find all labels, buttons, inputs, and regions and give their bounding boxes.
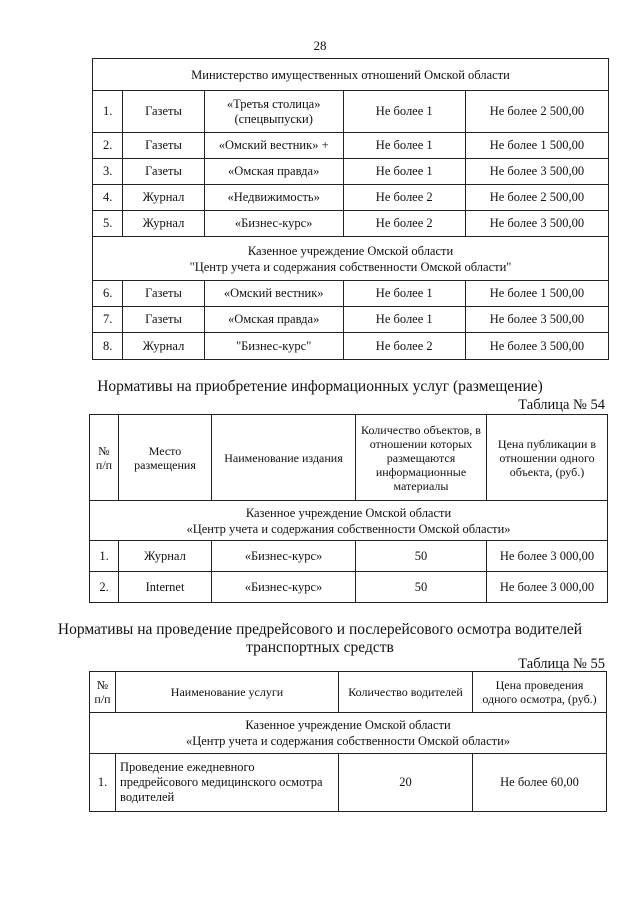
row-title: «Омский вестник» <box>204 281 343 307</box>
row-number: 3. <box>93 159 123 185</box>
row-price: Не более 3 000,00 <box>487 541 608 572</box>
section-line: "Центр учета и содержания собственности Омской области" <box>189 259 512 274</box>
section-title <box>93 237 609 281</box>
header-title: Наименование издания <box>212 415 356 501</box>
section-line: Казенное учреждение Омской области <box>245 718 451 732</box>
row-title: «Бизнес-курс» <box>212 572 356 603</box>
header-row <box>90 415 608 501</box>
row-price: Не более 3 000,00 <box>487 572 608 603</box>
row-title: «Третья столица» (спецвыпуски) <box>204 91 343 133</box>
row-count: 50 <box>356 541 487 572</box>
row-title: "Бизнес-курс" <box>204 333 343 360</box>
row-count: Не более 1 <box>343 91 465 133</box>
row-type: Журнал <box>123 211 204 237</box>
row-number: 2. <box>90 572 119 603</box>
row-title: «Бизнес-курс» <box>212 541 356 572</box>
header-place: Место размещения <box>119 415 212 501</box>
section-row <box>90 713 607 754</box>
table-row <box>93 133 609 159</box>
row-number: 6. <box>93 281 123 307</box>
section-title <box>90 713 607 754</box>
table-55-heading-line1: Нормативы на проведение предрейсового и послерейсового осмотра водителей <box>57 621 583 638</box>
row-count: Не более 1 <box>343 133 465 159</box>
row-price: Не более 3 500,00 <box>465 333 608 360</box>
row-price: Не более 1 500,00 <box>465 133 608 159</box>
publications-table <box>92 58 609 360</box>
row-price: Не более 3 500,00 <box>465 159 608 185</box>
row-number: 7. <box>93 307 123 333</box>
row-number: 4. <box>93 185 123 211</box>
row-type: Газеты <box>123 281 204 307</box>
row-title: «Бизнес-курс» <box>204 211 343 237</box>
header-service: Наименование услуги <box>116 672 339 713</box>
section-row <box>90 501 608 541</box>
table-row <box>90 754 607 812</box>
row-type: Газеты <box>123 133 204 159</box>
row-count: Не более 1 <box>343 159 465 185</box>
row-title: «Недвижимость» <box>204 185 343 211</box>
row-count: Не более 1 <box>343 281 465 307</box>
row-price: Не более 3 500,00 <box>465 211 608 237</box>
row-number: 2. <box>93 133 123 159</box>
table-row <box>93 211 609 237</box>
section-row <box>93 237 609 281</box>
row-count: Не более 1 <box>343 307 465 333</box>
row-place: Журнал <box>119 541 212 572</box>
row-price: Не более 60,00 <box>473 754 607 812</box>
header-number: № п/п <box>90 415 119 501</box>
table-row <box>90 541 608 572</box>
row-title: «Омская правда» <box>204 159 343 185</box>
row-price: Не более 3 500,00 <box>465 307 608 333</box>
table-row <box>93 91 609 133</box>
table-55-heading-line2: транспортных средств <box>246 639 394 656</box>
table-row <box>93 159 609 185</box>
header-number: № п/п <box>90 672 116 713</box>
table-row <box>93 185 609 211</box>
row-price: Не более 1 500,00 <box>465 281 608 307</box>
row-count: 50 <box>356 572 487 603</box>
section-line: Казенное учреждение Омской области <box>247 243 454 258</box>
row-place: Internet <box>119 572 212 603</box>
section-title <box>90 501 608 541</box>
row-price: Не более 2 500,00 <box>465 91 608 133</box>
table-54-label: Таблица № 54 <box>518 397 605 413</box>
row-type: Газеты <box>123 91 204 133</box>
section-title: Министерство имущественных отношений Омской области <box>93 59 609 91</box>
row-count: Не более 2 <box>343 333 465 360</box>
section-row <box>93 59 609 91</box>
row-type: Журнал <box>123 185 204 211</box>
row-type: Газеты <box>123 159 204 185</box>
row-title: «Омский вестник» + <box>204 133 343 159</box>
section-line: Казенное учреждение Омской области <box>245 505 452 520</box>
header-count: Количество объектов, в отношении которых размещаются информационные материалы <box>356 415 487 501</box>
section-line: «Центр учета и содержания собственности Омской области» <box>185 734 511 748</box>
row-number: 1. <box>90 754 116 812</box>
page-number: 28 <box>313 38 327 53</box>
row-number: 5. <box>93 211 123 237</box>
row-service: Проведение ежедневного предрейсового медицинского осмотра водителей <box>116 754 339 812</box>
header-row <box>90 672 607 713</box>
row-drivers: 20 <box>339 754 473 812</box>
table-55 <box>89 671 607 812</box>
row-type: Журнал <box>123 333 204 360</box>
row-number: 1. <box>90 541 119 572</box>
row-type: Газеты <box>123 307 204 333</box>
row-title: «Омская правда» <box>204 307 343 333</box>
table-row <box>90 572 608 603</box>
table-row <box>93 281 609 307</box>
row-price: Не более 2 500,00 <box>465 185 608 211</box>
table-54 <box>89 414 608 603</box>
row-number: 1. <box>93 91 123 133</box>
section-line: «Центр учета и содержания собственности Омской области» <box>186 521 511 536</box>
table-54-heading: Нормативы на приобретение информационных услуг (размещение) <box>97 378 543 395</box>
row-count: Не более 2 <box>343 185 465 211</box>
table-row <box>93 307 609 333</box>
row-number: 8. <box>93 333 123 360</box>
header-price: Цена проведения одного осмотра, (руб.) <box>473 672 607 713</box>
header-drivers: Количество водителей <box>339 672 473 713</box>
header-price: Цена публикации в отношении одного объекта, (руб.) <box>487 415 608 501</box>
table-55-label: Таблица № 55 <box>518 656 605 672</box>
table-row <box>93 333 609 360</box>
row-count: Не более 2 <box>343 211 465 237</box>
